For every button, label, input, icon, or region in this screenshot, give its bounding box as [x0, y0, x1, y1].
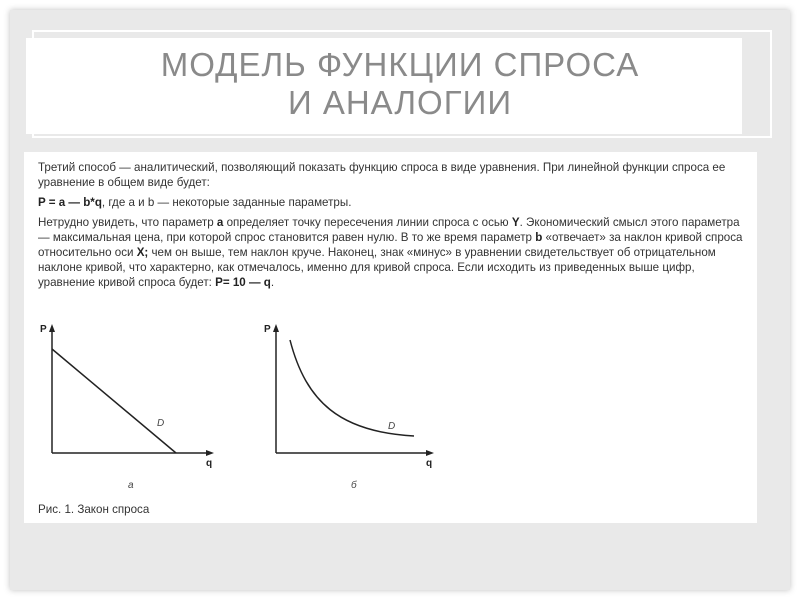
text-run: Нетрудно увидеть, что параметр [38, 216, 217, 229]
title-line-2: И АНАЛОГИИ [287, 84, 513, 121]
text-run: . [270, 276, 275, 289]
param-b: b [535, 231, 543, 244]
right-x-label: q [426, 458, 433, 469]
paragraph-intro: Третий способ — аналитический, позволяющий показать функцию спроса в виде уравнения. При линейной функции спроса ее уравнение в общем виде будет: [38, 161, 726, 189]
text-run: определяет точку пересечения линии спроса с осью [223, 216, 512, 229]
right-demand-curve [290, 340, 414, 436]
left-x-arrow [206, 450, 214, 456]
left-sub-label: а [128, 480, 134, 491]
text-run: «отвечает» за наклон кривой спроса относительно оси [38, 231, 743, 259]
text-run: . Экономический смысл этого параметра — максимальная цена, при которой спрос становится равен нулю. В то же время параметр [38, 216, 740, 244]
formula: P = a — b*q [38, 196, 102, 209]
right-sub-label: б [351, 480, 357, 491]
left-y-label: P [40, 324, 47, 335]
left-x-label: q [206, 458, 213, 469]
content-image [24, 152, 757, 523]
slide-title [0, 46, 800, 122]
left-curve-label: D [157, 418, 165, 429]
right-y-arrow [273, 324, 279, 332]
right-x-arrow [426, 450, 434, 456]
left-y-arrow [49, 324, 55, 332]
right-curve-label: D [388, 421, 396, 432]
left-demand-line [52, 349, 176, 453]
axis-x-ref: X; [136, 246, 149, 259]
title-line-1: МОДЕЛЬ ФУНКЦИИ СПРОСА [160, 46, 640, 83]
formula-description: , где a и b — некоторые заданные параметры. [101, 196, 352, 209]
final-equation: P= 10 — q [215, 276, 271, 289]
graph-linear-demand [40, 324, 214, 491]
param-a: a [216, 216, 224, 229]
axis-y-ref: Y [511, 216, 520, 229]
graph-curved-demand [264, 324, 434, 491]
demand-graphs [24, 152, 757, 523]
right-y-label: P [264, 324, 271, 335]
text-run: чем он выше, тем наклон круче. Наконец, знак «минус» в уравнении свидетельствует об отрицательном наклоне кривой, что характерно, как отмечалось, именно для кривой спроса. Если исходить из приведенных выше цифр, уравнение кривой спроса будет: [38, 246, 716, 289]
figure-caption: Рис. 1. Закон спроса [38, 503, 150, 516]
